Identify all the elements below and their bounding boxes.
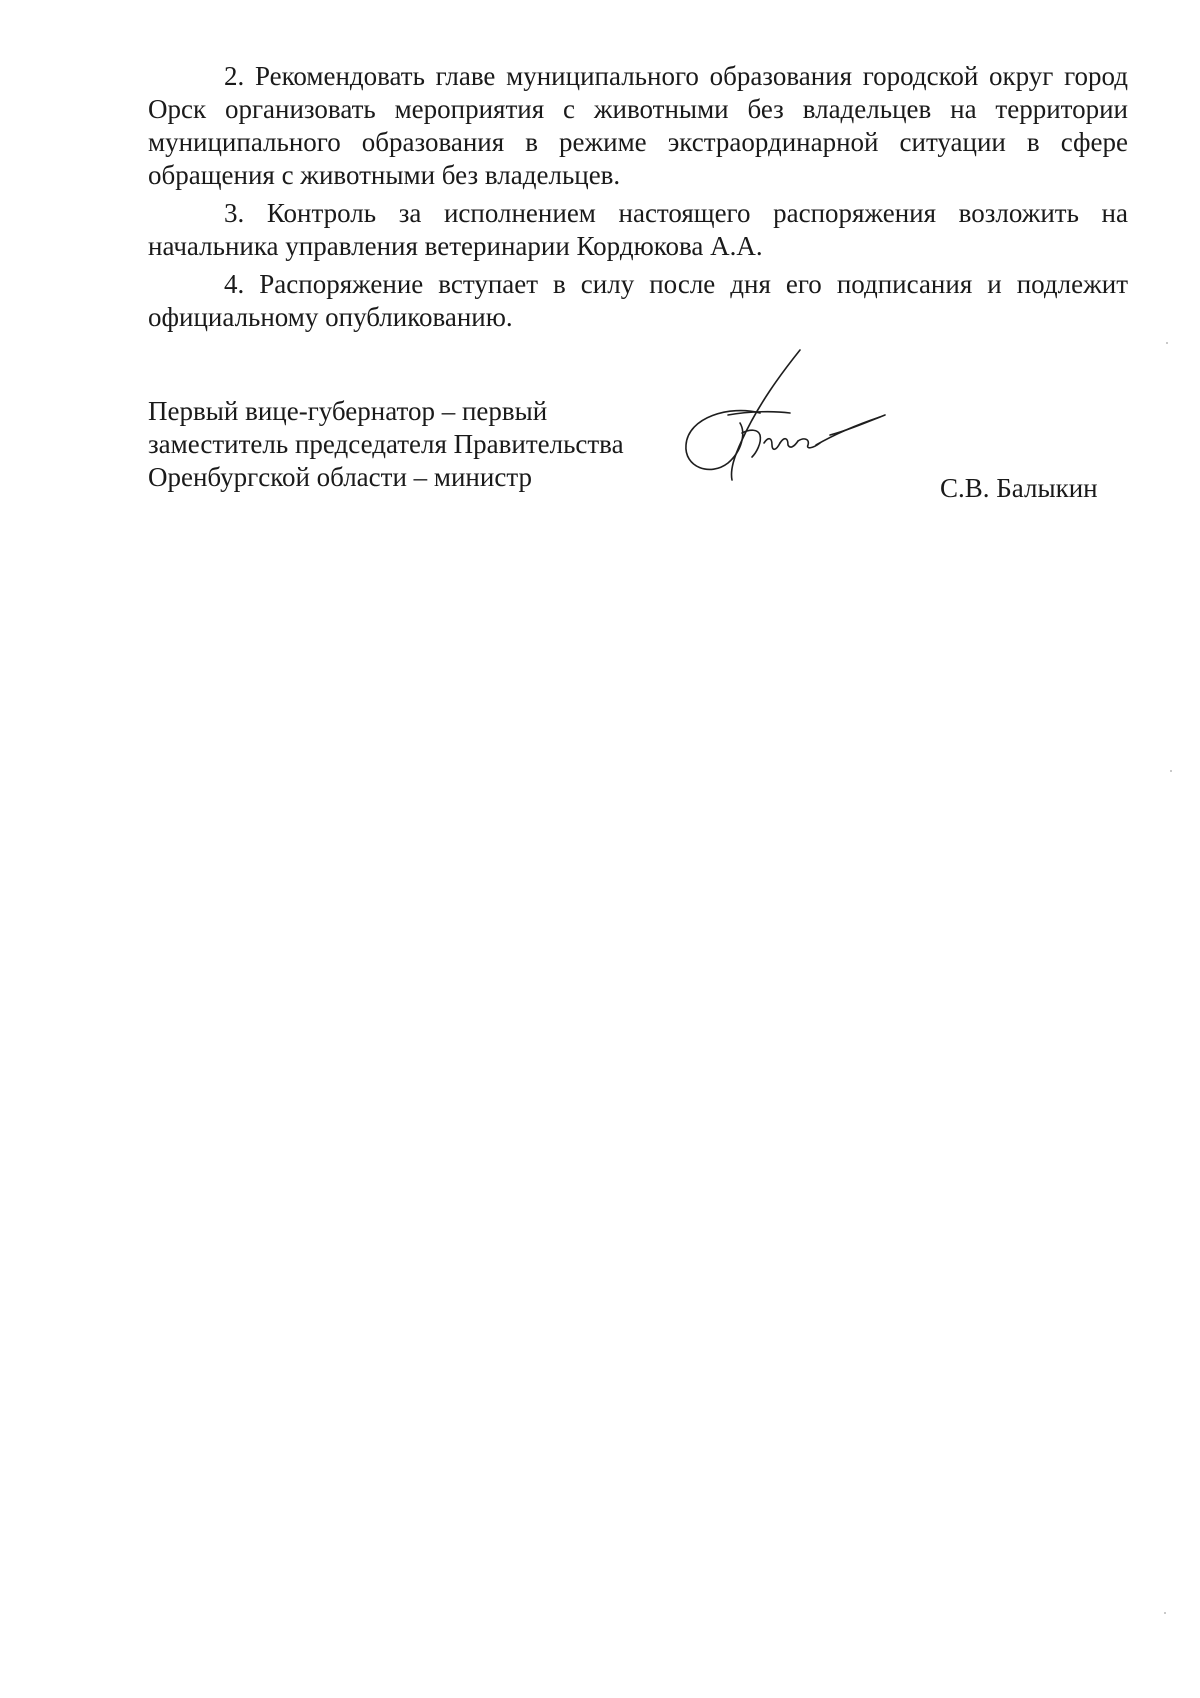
scan-artifact — [1166, 342, 1168, 344]
scan-artifact — [1170, 770, 1172, 772]
signatory-position-line: заместитель председателя Правительства — [148, 429, 624, 459]
scan-artifact — [1164, 1612, 1166, 1614]
paragraph-4: 4. Распоряжение вступает в силу после дня его подписания и подлежит официальному опубликованию. — [148, 269, 1128, 332]
signatory-position — [148, 395, 624, 494]
handwritten-signature — [680, 345, 890, 495]
signatory-position-line: Оренбургской области – министр — [148, 462, 532, 492]
paragraph-2: 2. Рекомендовать главе муниципального образования городской округ город Орск организовать мероприятия с животными без владельцев на территории муниципального образования в режиме экстраординарной ситуации в сфере обращения с животными без владельцев. — [148, 61, 1128, 190]
document-body — [148, 60, 1128, 339]
signatory-name: С.В. Балыкин — [940, 473, 1098, 503]
signatory-position-line: Первый вице-губернатор – первый — [148, 396, 548, 426]
paragraph-3: 3. Контроль за исполнением настоящего распоряжения возложить на начальника управления ветеринарии Кордюкова А.А. — [148, 198, 1128, 261]
